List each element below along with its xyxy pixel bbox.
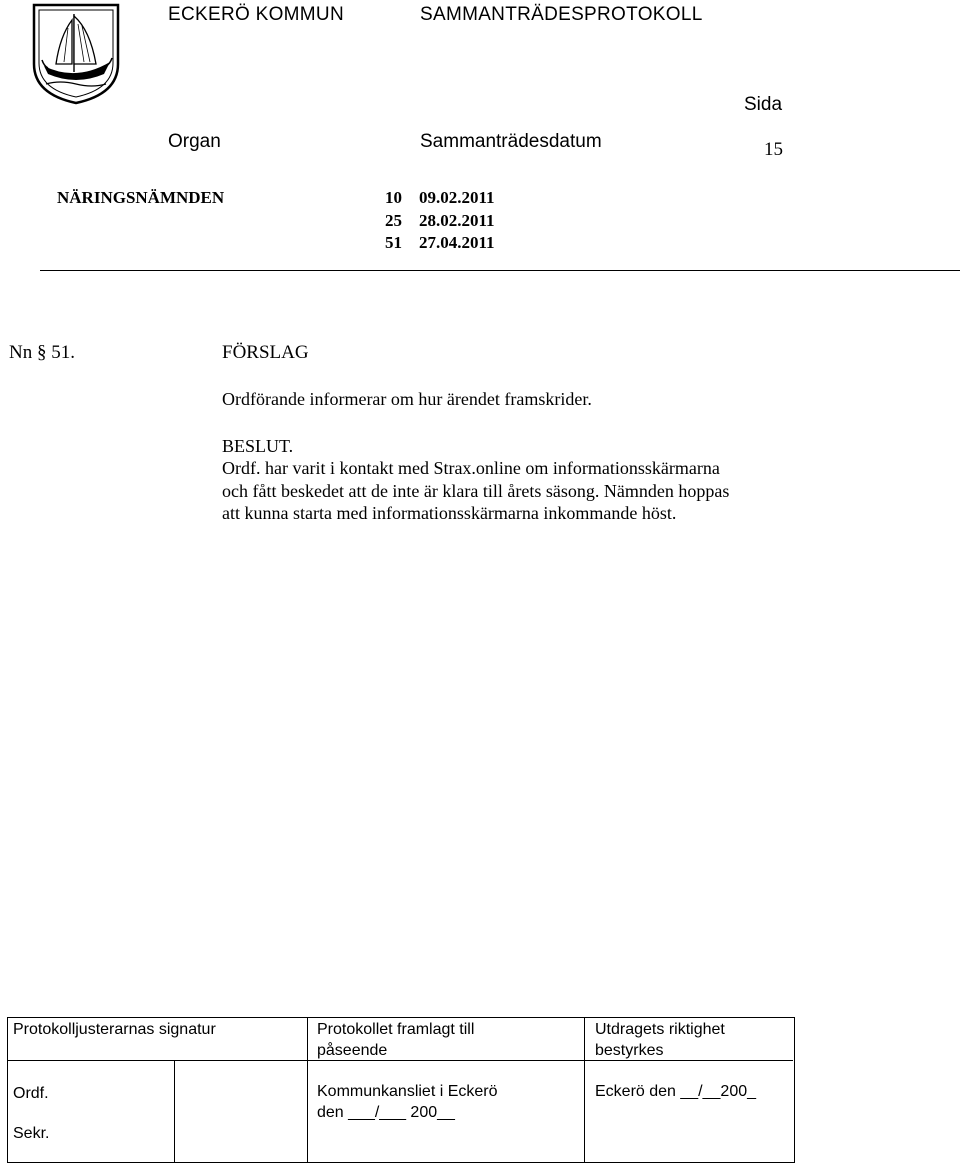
committee-name: NÄRINGSNÄMNDEN	[57, 188, 225, 207]
municipal-coat-of-arms-logo	[30, 2, 122, 106]
decision-text-line: att kunna starta med informationsskärmarna inkommande höst.	[222, 503, 677, 523]
session-number: 10	[385, 188, 402, 207]
table-divider	[174, 1060, 175, 1162]
table-divider	[307, 1018, 308, 1162]
session-date: 09.02.2011	[419, 188, 495, 207]
certification-date: Eckerö den __/__200_	[595, 1083, 757, 1100]
section-heading: FÖRSLAG	[222, 342, 309, 363]
document-type: SAMMANTRÄDESPROTOKOLL	[420, 4, 703, 25]
table-divider	[584, 1018, 585, 1162]
decision-label: BESLUT.	[222, 436, 294, 456]
signature-table	[7, 1017, 795, 1163]
header-divider	[40, 270, 960, 271]
session-number: 51	[385, 233, 402, 252]
session-row	[385, 211, 495, 231]
decision-text-line: Ordf. har varit i kontakt med Strax.online om informationsskärmarna	[222, 458, 720, 478]
secretary-label: Sekr.	[13, 1125, 50, 1142]
presented-date: den ___/___ 200__	[317, 1104, 455, 1121]
certification-header: Utdragets riktighet	[595, 1021, 725, 1038]
municipality-name: ECKERÖ KOMMUN	[168, 4, 344, 25]
session-date: 27.04.2011	[419, 233, 495, 252]
table-divider	[8, 1060, 793, 1061]
chair-label: Ordf.	[13, 1085, 49, 1102]
session-date: 28.02.2011	[419, 211, 495, 230]
municipal-office: Kommunkansliet i Eckerö	[317, 1083, 498, 1100]
session-row	[385, 188, 495, 208]
session-row	[385, 233, 495, 253]
organ-label: Organ	[168, 131, 221, 152]
certification-header-cont: bestyrkes	[595, 1042, 664, 1059]
decision-text-line: och fått beskedet att de inte är klara till årets säsong. Nämnden hoppas	[222, 481, 730, 501]
page-label: Sida	[744, 94, 783, 115]
intro-text: Ordförande informerar om hur ärendet framskrider.	[222, 389, 592, 409]
presented-header-cont: påseende	[317, 1042, 388, 1059]
meeting-date-label: Sammanträdesdatum	[420, 131, 602, 152]
presented-header: Protokollet framlagt till	[317, 1021, 475, 1038]
signature-header: Protokolljusterarnas signatur	[13, 1021, 216, 1038]
paragraph-id: Nn § 51.	[9, 342, 75, 363]
page-number: 15	[764, 139, 783, 160]
session-number: 25	[385, 211, 402, 230]
